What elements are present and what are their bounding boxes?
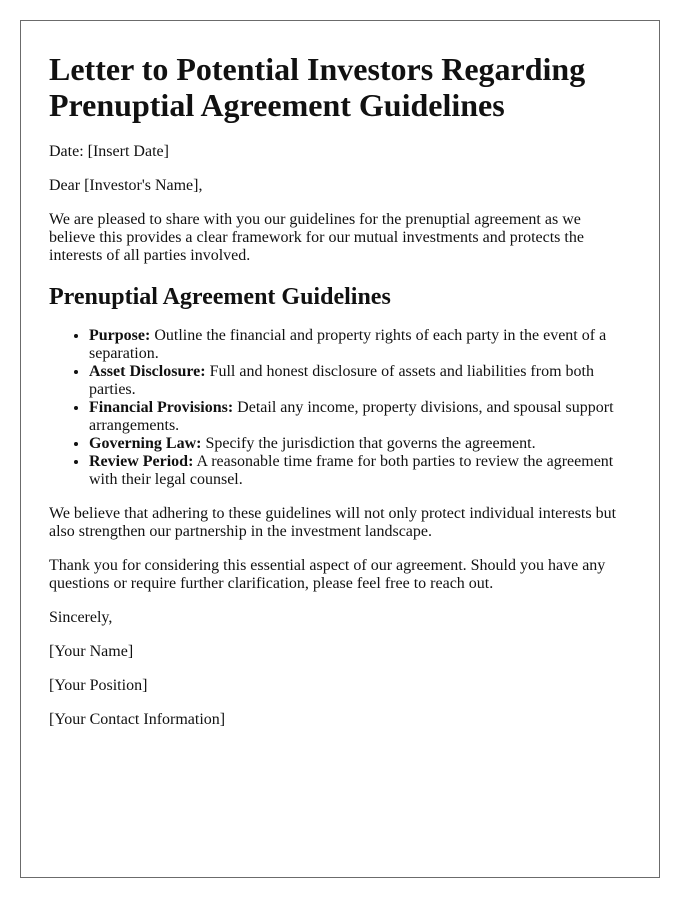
section-heading: Prenuptial Agreement Guidelines [49, 284, 391, 310]
intro-paragraph: We are pleased to share with you our guidelines for the prenuptial agreement as we believe this provides a clear framework for our mutual investments and protects the interests of all parties involved. [49, 211, 584, 264]
guideline-text: Full and honest disclosure of assets and liabilities from both parties. [89, 363, 594, 398]
guideline-item-review-period [89, 453, 631, 489]
signature-contact: [Your Contact Information] [49, 711, 226, 728]
guideline-text: Detail any income, property divisions, and spousal support arrangements. [89, 399, 614, 434]
letter-title: Letter to Potential Investors Regarding Prenuptial Agreement Guidelines [49, 51, 586, 123]
guideline-term: Governing Law: [89, 435, 202, 452]
closing-paragraph: We believe that adhering to these guidelines will not only protect individual interests but also strengthen our partnership in the investment landscape. [49, 505, 617, 540]
guideline-term: Purpose: [89, 327, 151, 344]
thanks-paragraph: Thank you for considering this essential aspect of our agreement. Should you have any questions or require further clarification, please feel free to reach out. [49, 557, 606, 592]
guideline-term: Asset Disclosure: [89, 363, 206, 380]
guideline-term: Review Period: [89, 453, 194, 470]
letter-page [20, 20, 660, 878]
guideline-text: Specify the jurisdiction that governs the agreement. [201, 435, 536, 452]
guideline-text: Outline the financial and property rights of each party in the event of a separation. [89, 327, 607, 362]
guideline-item-purpose [89, 327, 631, 363]
salutation: Dear [Investor's Name], [49, 177, 203, 194]
date-line: Date: [Insert Date] [49, 143, 169, 160]
signature-position: [Your Position] [49, 677, 148, 694]
signoff: Sincerely, [49, 609, 113, 626]
guideline-item-financial-provisions [89, 399, 631, 435]
signature-name: [Your Name] [49, 643, 134, 660]
guideline-item-asset-disclosure [89, 363, 631, 399]
guideline-item-governing-law [89, 435, 631, 453]
guidelines-list [49, 327, 631, 489]
guideline-text: A reasonable time frame for both parties to review the agreement with their legal counsel. [89, 453, 614, 488]
guideline-term: Financial Provisions: [89, 399, 234, 416]
